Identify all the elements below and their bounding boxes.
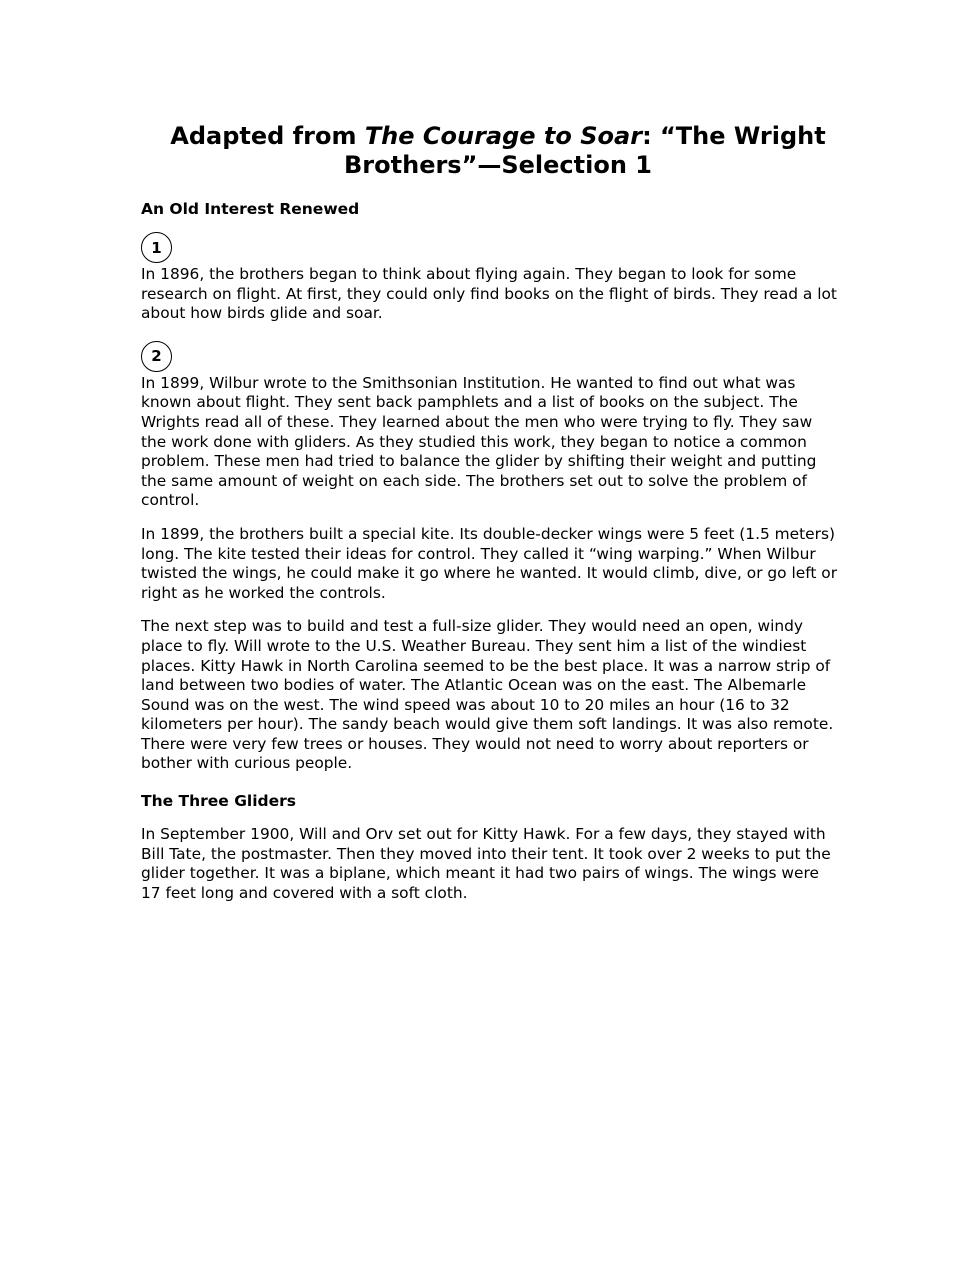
title-prefix: Adapted from	[170, 122, 365, 150]
title-book-name: The Courage to Soar	[364, 122, 643, 150]
paragraph-5: In September 1900, Will and Orv set out for Kitty Hawk. For a few days, they stayed with Bill Tate, the postmaster. Then they moved into their tent. It took over 2 weeks to put the glider together. It was a biplane, which meant it had two pairs of wings. The wings were 17 feet long and covered with a soft cloth.	[141, 825, 831, 902]
paragraph-2: In 1899, Wilbur wrote to the Smithsonian Institution. He wanted to find out what was known about flight. They sent back pamphlets and a list of books on the subject. The Wrights read all of these. They learned about the men who were trying to fly. They saw the work done with gliders. As they studied this work, they began to notice a common problem. These men had tried to balance the glider by shifting their weight and putting the same amount of weight on each side. The brothers set out to solve the problem of control.	[141, 373, 817, 510]
paragraph-4: The next step was to build and test a full-size glider. They would need an open, windy place to fly. Will wrote to the U.S. Weather Bureau. They sent him a list of the windiest places. Kitty Hawk in North Carolina seemed to be the best place. It was a narrow strip of land between two bodies of water. The Atlantic Ocean was on the east. The Albemarle Sound was on the west. The wind speed was about 10 to 20 miles an hour (16 to 32 kilometers per hour). The sandy beach would give them soft landings. It was also remote. There were very few trees or houses. They would not need to worry about reporters or bother with curious people.	[141, 617, 834, 773]
section-heading-old-interest: An Old Interest Renewed	[141, 200, 360, 218]
title-suffix: : “The Wright Brothers”—Selection 1	[344, 122, 826, 179]
document-title	[141, 122, 841, 180]
section-heading-three-gliders: The Three Gliders	[141, 792, 297, 811]
paragraph-number-1: 1	[141, 232, 172, 263]
paragraph-number-2: 2	[141, 341, 172, 372]
paragraph-3: In 1899, the brothers built a special kite. Its double-decker wings were 5 feet (1.5 meters) long. The kite tested their ideas for control. They called it “wing warping.” When Wilbur twisted the wings, he could make it go where he wanted. It would climb, dive, or go left or right as he worked the controls.	[141, 524, 838, 602]
document-page	[141, 0, 841, 903]
paragraph-1: In 1896, the brothers began to think about flying again. They began to look for some research on flight. At first, they could only find books on the flight of birds. They read a lot about how birds glide and soar.	[141, 265, 837, 323]
